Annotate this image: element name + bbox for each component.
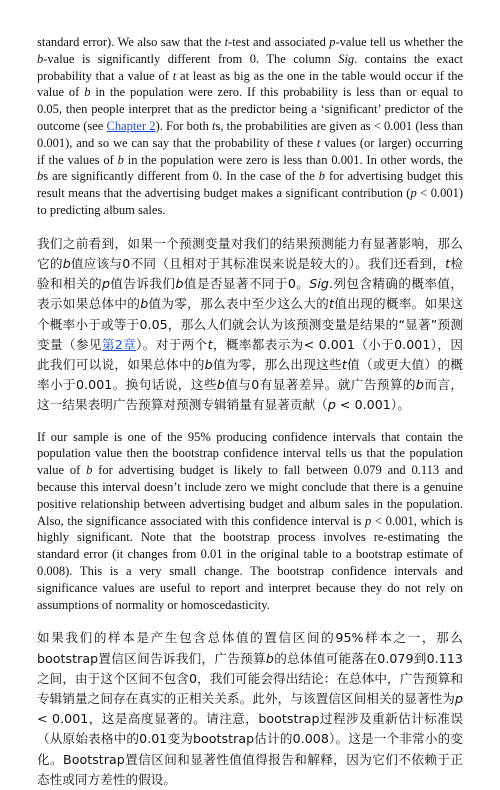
text-run: If our sample is one of the 95% producing confidence intervals that contain the population value then the bootstrap confidence interval tells us that the population value of bbox=[37, 429, 463, 478]
chapter-2-link[interactable]: Chapter 2 bbox=[106, 118, 156, 133]
text-run: -value tell us whether the bbox=[335, 35, 464, 49]
paragraph-chinese-2 bbox=[37, 628, 463, 790]
italic-b: b bbox=[140, 296, 149, 312]
italic-b: b bbox=[37, 51, 44, 66]
italic-b: b bbox=[37, 169, 44, 184]
text-run: ). For both bbox=[155, 118, 213, 133]
italic-t: t bbox=[212, 118, 216, 133]
text-run: 如果我们的样本是产生包含总体值的置信区间的95%样本之一，那么bootstrap置信区间告诉我们，广告预算 bbox=[37, 630, 463, 666]
text-run: ，概率都表示为< 0.001（小于0.001），因此我们可以说，如果总体中的 bbox=[37, 336, 463, 372]
italic-b: b bbox=[84, 85, 91, 100]
italic-t: t bbox=[329, 296, 335, 312]
paragraph-english-2 bbox=[37, 429, 463, 614]
italic-p: p bbox=[410, 186, 417, 201]
italic-b: b bbox=[415, 377, 424, 393]
text-run: in the population were zero. If this probability is less than or equal to 0.05, then people interpret that as the predictor being a ‘significant’ predictor of the outcome (see bbox=[37, 85, 463, 133]
text-run: s are significantly different from 0. In the case of the bbox=[43, 169, 319, 184]
text-run: < 0.001, which is highly significant. Note that the bootstrap process involves re-estimating the standard error (it changes from 0.01 in the original table to a bootstrap estimate of 0.008). This is a very small change. The bootstrap confidence intervals and significance values are useful to report and interpret because they do not rely on assumptions of normality or homoscedasticity. bbox=[37, 513, 463, 612]
text-run: standard error). We also saw that the bbox=[37, 35, 225, 49]
italic-t: t bbox=[445, 255, 451, 271]
italic-t: t bbox=[207, 336, 213, 352]
text-run: .列包含精确的概率值，表示如果总体中的 bbox=[37, 276, 464, 312]
italic-b: b bbox=[62, 255, 71, 271]
italic-b: b bbox=[175, 276, 184, 292]
italic-t: t bbox=[224, 35, 229, 49]
chapter-2-link-zh[interactable]: 第2章 bbox=[101, 336, 137, 352]
text-run: for advertising budget is likely to fall between 0.079 and 0.113 and because this interval doesn’t include zero we might conclude that there is a genuine positive relationship between advertising budget and album sales in the population. Also, the significance associated with this confidence interval is bbox=[37, 463, 464, 528]
text-run: . contains the exact probability that a value of bbox=[37, 51, 463, 83]
paragraph-chinese-1 bbox=[37, 234, 463, 416]
text-run: 的总体值可能落在0.079到0.113之间，由于这个区间不包含0，我们可能会得出结论：在总体中，广告预算和专辑销量之间存在真实的正相关关系。此外，与该置信区间相关的显著性为 bbox=[37, 650, 463, 706]
text-run: 值为零，那么出现这些 bbox=[212, 356, 342, 372]
italic-t: t bbox=[172, 68, 177, 83]
italic-t: t bbox=[341, 356, 347, 372]
italic-b: b bbox=[86, 463, 93, 478]
text-run: 值为零，那么表中至少这么大的 bbox=[148, 296, 330, 312]
document-page bbox=[37, 34, 463, 790]
italic-b: b bbox=[265, 650, 274, 666]
italic-b: b bbox=[318, 169, 325, 184]
text-run: < 0.001）。 bbox=[335, 397, 410, 413]
italic-p: p bbox=[327, 397, 336, 413]
italic-sig: Sig bbox=[338, 51, 355, 66]
text-run: in the population were zero is less than 0.001. In other words, the bbox=[123, 152, 463, 167]
text-run: < 0.001，这是高度显著的。请注意，bootstrap过程涉及重新估计标准误（从原始表格中的0.01变为bootstrap估计的0.008）。这是一个非常小的变化。Bootstrap置信区间和显著性值值得报告和解释，因为它们不依赖于正态性或同方差性的假设。 bbox=[37, 711, 463, 787]
text-run: -test and associated bbox=[228, 35, 330, 49]
text-run: 值告诉我们 bbox=[110, 276, 176, 292]
text-run: 检验和相关的 bbox=[37, 255, 463, 292]
text-run: -value is significantly different from 0. The column bbox=[43, 51, 339, 66]
text-run: 我们之前看到，如果一个预测变量对我们的结果预测能力有显著影响，那么它的 bbox=[37, 235, 463, 271]
italic-p: p bbox=[454, 690, 463, 706]
text-run: < 0.001) to predicting album sales. bbox=[37, 186, 463, 217]
italic-b: b bbox=[216, 377, 225, 393]
text-run: 而言，这一结果表明广告预算对预测专辑销量有显著贡献（ bbox=[37, 377, 463, 413]
italic-p: p bbox=[365, 513, 372, 528]
text-run: 值应该与0不同（且相对于其标准误来说是较大的）。我们还看到， bbox=[70, 255, 446, 271]
text-run: 值与0有显著差异。就广告预算的 bbox=[224, 377, 416, 393]
text-run: at least as big as the one in the table would occur if the value of bbox=[37, 68, 463, 100]
italic-p: p bbox=[329, 35, 336, 49]
text-run: values (or larger) occurring if the values of bbox=[37, 135, 464, 167]
italic-p: p bbox=[102, 276, 111, 292]
text-run: 值（或更大值）的概率小于0.001。换句话说，这些 bbox=[37, 356, 463, 393]
paragraph-english-1 bbox=[37, 34, 463, 219]
italic-t: t bbox=[316, 135, 321, 150]
italic-b: b bbox=[204, 356, 213, 372]
text-run: 值是否显著不同于0。 bbox=[183, 276, 310, 292]
text-run: for advertising budget this result means that the advertising budget makes a significant contribution ( bbox=[37, 169, 464, 201]
italic-sig: Sig bbox=[309, 276, 329, 292]
text-run: s, the probabilities are given as < 0.001 (less than 0.001), and so we can say that the probability of these bbox=[37, 118, 463, 150]
text-run: ）。对于两个 bbox=[136, 336, 208, 352]
italic-b: b bbox=[117, 152, 124, 167]
text-run: 值出现的概率。如果这个概率小于或等于0.05，那么人们就会认为该预测变量是结果的“显著”预测变量（参见 bbox=[37, 296, 464, 352]
